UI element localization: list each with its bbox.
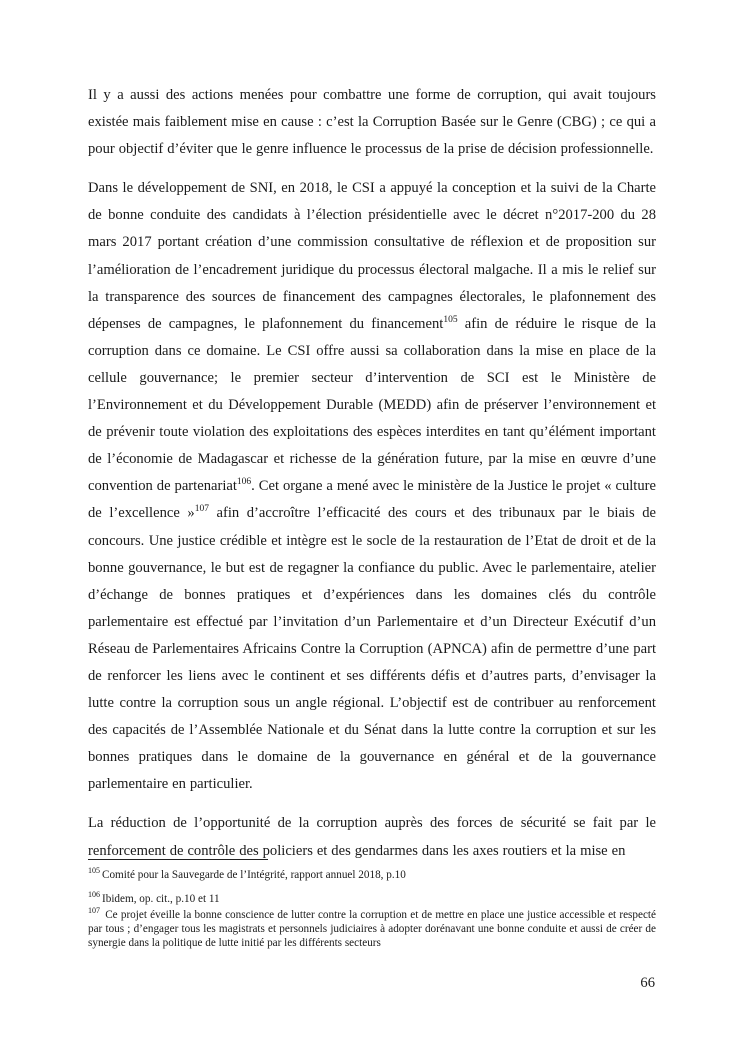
- footnote-106: [88, 892, 656, 906]
- document-body: [88, 82, 656, 877]
- footnote-ref-105[interactable]: 105: [443, 314, 458, 325]
- footnote-separator: [88, 859, 268, 860]
- footnote-number: 105: [88, 866, 100, 876]
- footnote-text: Ce projet éveille la bonne conscience de lutter contre la corruption et de mettre en place une justice accessible et respecté par tous ; d’engager tous les magistrats et personnels judiciaires à adopter dorénavant une bonne conduite et aussi de créer de synergie dans la politique de lutte initié par les différents secteurs: [88, 909, 656, 949]
- footnote-text: Comité pour la Sauvegarde de l’Intégrité, rapport annuel 2018, p.10: [102, 869, 406, 881]
- footnote-text: Ibidem, op. cit., p.10 et 11: [102, 893, 220, 905]
- footnotes: [88, 868, 656, 950]
- footnote-number: 107: [88, 906, 100, 916]
- paragraph-sni: [88, 175, 656, 798]
- paragraph-sni-part-a: Dans le développement de SNI, en 2018, le CSI a appuyé la conception et la suivi de la Charte de bonne conduite des candidats à l’élection présidentielle avec le décret n°2017-200 du 28 mars 2017 portant création d’une commission consultative de réflexion et de proposition sur l’amélioration de l’encadrement juridique du processus électoral malgache. Il a mis le relief sur la transparence des sources de financement des campagnes électorales, le plafonnement des dépenses de campagnes, le plafonnement du financement: [88, 180, 656, 332]
- footnote-ref-106[interactable]: 106: [236, 477, 252, 488]
- footnote-105: [88, 868, 656, 882]
- page-number: 66: [640, 975, 655, 991]
- paragraph-sni-part-c: . Cet organe a mené avec le ministère de la Justice le projet « culture de l’excellence »: [88, 478, 656, 522]
- footnote-number: 106: [88, 890, 100, 900]
- footnote-ref-107[interactable]: 107: [194, 504, 209, 515]
- paragraph-cbg: Il y a aussi des actions menées pour combattre une forme de corruption, qui avait toujours existée mais faiblement mise en cause : c’est la Corruption Basée sur le Genre (CBG) ; ce qui a pour objectif d’éviter que le genre influence le processus de la prise de décision professionnelle.: [88, 87, 656, 158]
- paragraph-securite: La réduction de l’opportunité de la corruption auprès des forces de sécurité se fait par le renforcement de contrôle des policiers et des gendarmes dans les axes routiers et la mise en: [88, 815, 656, 859]
- footnote-107: [88, 908, 656, 950]
- paragraph-sni-part-b: afin de réduire le risque de la corruption dans ce domaine. Le CSI offre aussi sa collaboration dans la mise en place de la cellule gouvernance; le premier secteur d’intervention de SCI est le Ministère de l’Environnement et du Développement Durable (MEDD) afin de préserver l’environnement et de prévenir toute violation des exploitations des espèces interdites en tant qu’élément important de l’économie de Madagascar et richesse de la génération future, par la mise en œuvre d’une convention de partenariat: [88, 315, 656, 495]
- paragraph-sni-part-d: afin d’accroître l’efficacité des cours et des tribunaux par le biais de concours. Une justice crédible et intègre est le socle de la restauration de l’Etat de droit et de la bonne gouvernance, le but est de regagner la confiance du public. Avec le parlementaire, atelier d’échange de bonnes pratiques et d’expériences dans les domaines clés du contrôle parlementaire est effectué par l’invitation d’un Parlementaire et d’un Directeur Exécutif d’un Réseau de Parlementaires Africains Contre la Corruption (APNCA) afin de permettre d’une part de renforcer les liens avec le continent et ses différents défis et d’autres parts, d’envisager la lutte contre la corruption sous un angle régional. L’objectif est de contribuer au renforcement des capacités de l’Assemblée Nationale et du Sénat dans la lutte contre la corruption et sur les bonnes pratiques dans le domaine de la gouvernance en général et de la gouvernance parlementaire en particulier.: [88, 505, 656, 793]
